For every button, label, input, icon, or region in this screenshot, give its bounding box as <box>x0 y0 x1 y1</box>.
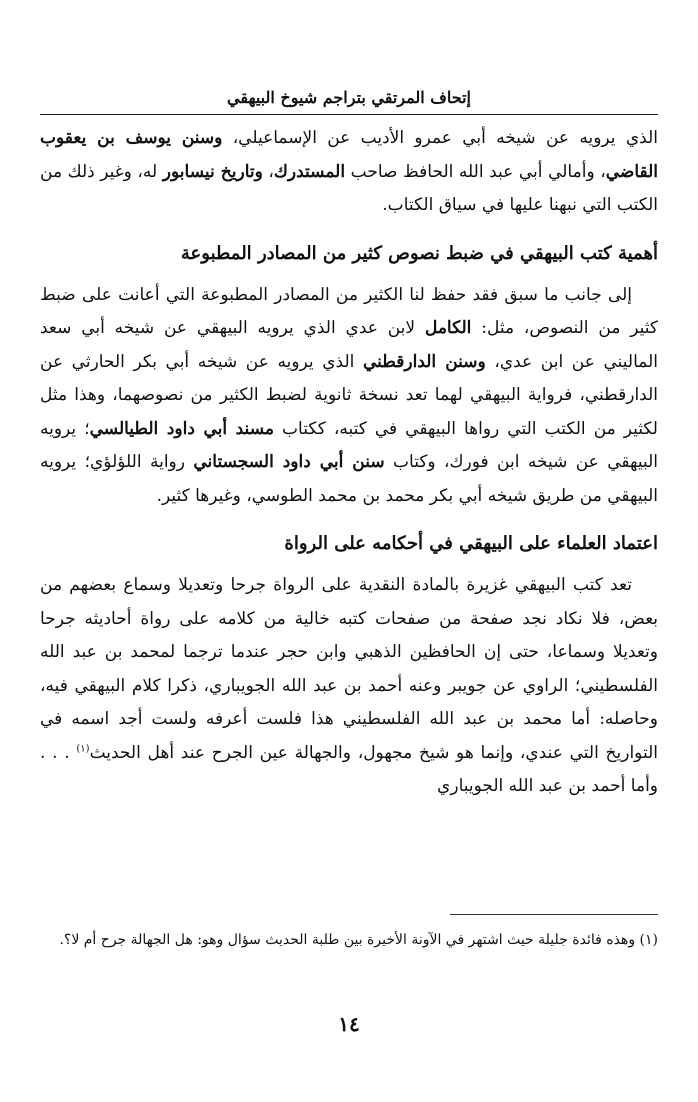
bold-book-title: وسنن الدارقطني <box>362 351 486 372</box>
bold-book-title: المستدرك <box>273 161 346 182</box>
bold-book-title: وتاريخ نيسابور <box>162 161 263 182</box>
bold-book-title: وسنن يوسف بن يعقوب القاضي <box>40 128 659 182</box>
section-heading-1: أهمية كتب البيهقي في ضبط نصوص كثير من المصادر المطبوعة <box>180 242 658 264</box>
section-heading-2: اعتماد العلماء على البيهقي في أحكامه على الرواة <box>284 533 658 554</box>
footnote: (١) وهذه فائدة جليلة حيث اشتهر في الآونة الأخيرة بين طلبة الحديث سؤال وهو: هل الجهالة جرح أم لا؟. <box>59 932 658 948</box>
header-rule <box>40 114 658 115</box>
page-body <box>40 122 658 804</box>
bold-book-title: الكامل <box>424 318 472 338</box>
paragraph-1: الذي يرويه عن شيخه أبي عمرو الأديب عن الإسماعيلي، وسنن يوسف بن يعقوب القاضي، وأمالي أبي عبد الله الحافظ صاحب المستدرك، وتاريخ نيسابور له، وغير ذلك من الكتب التي نبهنا عليها في سياق الكتاب. <box>40 128 659 215</box>
bold-book-title: مسند أبي داود الطيالسي <box>89 418 274 439</box>
footnote-reference[interactable]: (١) <box>76 742 90 754</box>
bold-book-title: سنن أبي داود السجستاني <box>193 452 385 472</box>
paragraph-2: إلى جانب ما سبق فقد حفظ لنا الكثير من المصادر المطبوعة التي أعانت على ضبط كثير من النصوص، مثل: الكامل لابن عدي الذي يرويه البيهقي عن شيخه أبي سعد الماليني عن ابن عدي، وسنن الدارقطني الذي يرويه عن شيخه أبي بكر الحارثي عن الدارقطني، فرواية البيهقي لهما تعد نسخة ثانوية لضبط الكثير من نصوصهما، وهذا مثل لكثير من الكتب التي رواها البيهقي في كتبه، ككتاب مسند أبي داود الطيالسي؛ يرويه البيهقي عن شيخه ابن فورك، وكتاب سنن أبي داود السجستاني رواية اللؤلؤي؛ يرويه البيهقي من طريق شيخه أبي بكر محمد بن محمد الطوسي، وغيرها كثير. <box>40 284 658 506</box>
page-number: ١٤ <box>338 1012 360 1036</box>
running-header: إتحاف المرتقي بتراجم شيوخ البيهقي <box>227 88 471 107</box>
paragraph-3: تعد كتب البيهقي غزيرة بالمادة النقدية على الرواة جرحا وتعديلا وسماع بعضهم من بعض، فلا نكاد نجد صفحة من صفحات كتبه خالية من كلامه على رواة أحاديثه جرحا وتعديلا وسماعا، حتى إن الحافظين الذهبي وابن حجر عندما ترجما لمحمد بن عبد الله الفلسطيني؛ الراوي عن جويبر وعنه أحمد بن عبد الله الجويباري، ذكرا كلام البيهقي فيه، وحاصله: أما محمد بن عبد الله الفلسطيني هذا فلست أعرفه ولست أجد اسمه في التواريخ التي عندي، وإنما هو شيخ مجهول، والجهالة عين الجرح عند أهل الحديث$^{(١)}$ . . . وأما أحمد بن عبد الله الجويباري <box>40 575 658 796</box>
footnote-separator <box>450 914 658 915</box>
